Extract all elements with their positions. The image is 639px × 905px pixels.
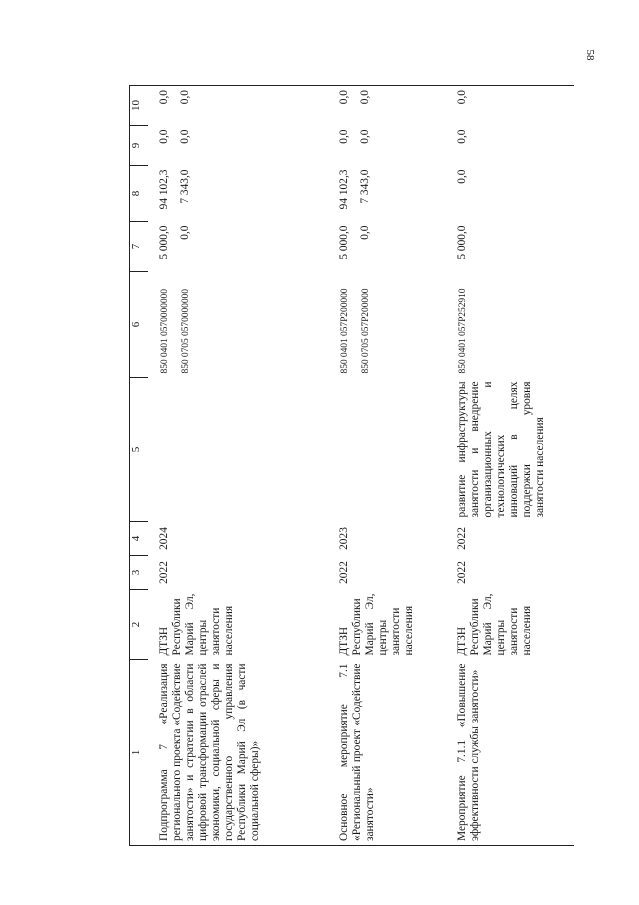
program-name-cell: Подпрограмма 7 «Реализация регионального проекта «Содействие занятости» и стратегии в области цифровой трансформации отраслей экономики, социальной сферы и государственного управления Республики Марий Эл (в части социальной сферы)» — [158, 660, 338, 846]
start-year-cell: 2022 — [157, 561, 170, 584]
value-cell-8: 0,0 — [455, 169, 468, 184]
value-cell-8: 94 102,3 7 343,0 — [157, 169, 191, 210]
value-cell-8: 94 102,3 7 343,0 — [337, 169, 371, 210]
header-cell: 7 — [130, 222, 148, 272]
table-row — [338, 86, 456, 846]
end-year-cell: 2024 — [157, 527, 170, 550]
header-row — [130, 86, 148, 846]
executor-cell: ДТЗН Республики Марий Эл, центры занятости населения — [157, 593, 235, 656]
executor-cell: ДТЗН Республики Марий Эл, центры занятости населения — [455, 593, 533, 656]
value-cell-10: 0,0 0,0 — [338, 86, 456, 126]
table-row — [456, 86, 574, 846]
value-cell-9: 0,0 0,0 — [337, 129, 371, 144]
budget-code: 850 0705 0570000000 — [179, 289, 191, 374]
header-cell: 6 — [130, 272, 148, 378]
budget-table — [129, 85, 574, 846]
result-cell — [338, 378, 456, 522]
header-cell: 10 — [130, 86, 148, 126]
header-cell: 3 — [130, 556, 148, 590]
table-row — [148, 86, 158, 846]
page-number: 58 — [584, 49, 596, 61]
header-cell: 1 — [130, 660, 148, 846]
header-cell: 2 — [130, 590, 148, 660]
budget-code: 850 0401 0570000000 — [158, 289, 170, 374]
budget-code: 850 0705 057P200000 — [359, 288, 371, 374]
value-cell-7: 5 000,0 0,0 — [157, 225, 191, 260]
budget-code: 850 0401 057P200000 — [338, 288, 350, 374]
start-year-cell: 2022 — [455, 561, 468, 584]
value-cell-10: 0,0 — [456, 86, 574, 126]
result-cell: развитие инфраструктуры занятости и внедрение организационных и технологических инноваций в целях поддержки уровня занятости населения — [455, 381, 546, 518]
end-year-cell: 2022 — [455, 527, 468, 550]
value-cell-10: 0,0 0,0 — [158, 86, 338, 126]
header-cell: 4 — [130, 522, 148, 556]
program-name-cell: Основное мероприятие 7.1 «Региональный проект «Содействие занятости» — [338, 660, 456, 846]
header-cell: 5 — [130, 378, 148, 522]
rotated-table-container — [129, 86, 634, 846]
start-year-cell: 2022 — [337, 561, 350, 584]
end-year-cell: 2023 — [337, 527, 350, 550]
program-name-cell: Мероприятие 7.1.1 «Повышение эффективности службы занятости» — [456, 660, 574, 846]
result-cell — [158, 378, 338, 522]
budget-code-cell — [456, 272, 574, 378]
budget-code-cell — [158, 272, 338, 378]
table-row — [158, 86, 338, 846]
header-cell: 9 — [130, 126, 148, 166]
value-cell-9: 0,0 — [455, 129, 468, 144]
header-cell: 8 — [130, 166, 148, 222]
value-cell-7: 5 000,0 0,0 — [337, 225, 371, 260]
executor-cell: ДТЗН Республики Марий Эл, центры занятости населения — [337, 593, 415, 656]
value-cell-9: 0,0 0,0 — [157, 129, 191, 144]
budget-code-cell — [338, 272, 456, 378]
budget-code: 850 0401 057P252910 — [456, 288, 468, 374]
value-cell-7: 5 000,0 — [455, 225, 468, 260]
